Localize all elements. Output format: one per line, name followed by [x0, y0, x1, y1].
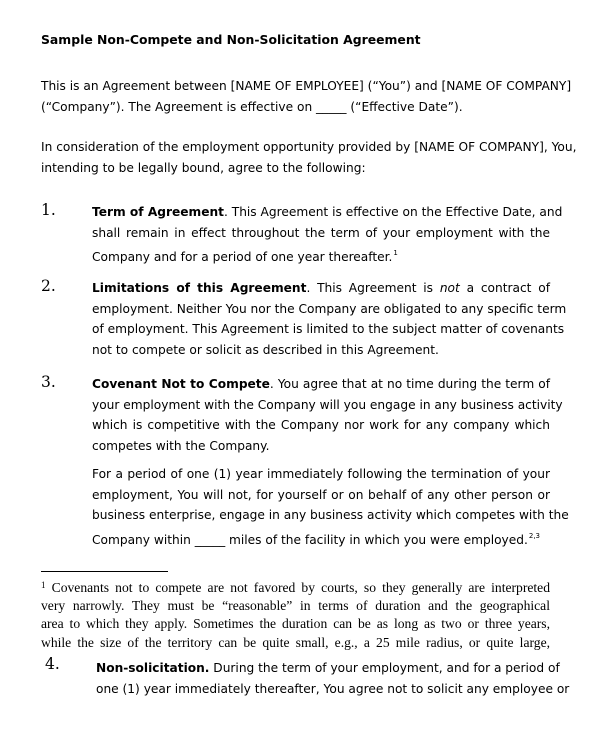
consideration-line-2: intending to be legally bound, agree to the following: — [41, 160, 366, 175]
section-3-line-4: competes with the Company. — [92, 438, 270, 453]
footnote-line-1: $^1$ Covenants not to compete are not favored by courts, so they generally are interpreted — [41, 580, 550, 595]
section-2-line-3: of employment. This Agreement is limited to the subject matter of covenants — [92, 322, 565, 336]
footnote-ref-2-3[interactable]: 2,3 — [528, 531, 541, 540]
section-2-number: 2. — [41, 277, 56, 295]
section-1-body — [92, 202, 563, 268]
section-1-line-3: Company and for a period of one year thereafter.$^1$ — [92, 249, 398, 264]
consideration-paragraph — [41, 137, 577, 178]
section-4-heading: Non-solicitation. — [96, 661, 210, 675]
section-2-line-2: employment. Neither You nor the Company are obligated to any specific term — [92, 301, 567, 316]
section-2-line-1: Limitations of this Agreement. This Agreement is not a contract of — [92, 281, 550, 295]
section-3-p2-line-2: employment, You will not, for yourself or on behalf of any other person or — [92, 487, 550, 502]
section-3-line-3: which is competitive with the Company nor work for any company which — [92, 418, 550, 432]
section-1-line-1: Term of Agreement. This Agreement is effective on the Effective Date, and — [92, 205, 563, 219]
section-4-number: 4. — [45, 655, 60, 673]
section-3-p2-line-4: Company within _____ miles of the facility in which you were employed.$^{2,3}$ — [92, 531, 541, 547]
footnote-mark: 1 — [41, 580, 46, 590]
section-3-line-2: your employment with the Company will you engage in any business activity — [92, 397, 563, 412]
section-4-line-2: one (1) year immediately thereafter, You agree not to solicit any employee or — [96, 681, 570, 696]
section-1-line-2: shall remain in effect throughout the term of your employment with the — [92, 225, 550, 240]
section-1-heading: Term of Agreement — [92, 205, 224, 219]
footnote-line-2: very narrowly. They must be “reasonable” in terms of duration and the geographical — [41, 598, 550, 614]
intro-line-1: This is an Agreement between [NAME OF EMPLOYEE] (“You”) and [NAME OF COMPANY] — [41, 79, 572, 93]
section-3-p2-line-1: For a period of one (1) year immediately following the termination of your — [92, 467, 550, 481]
section-2-emphasis: not — [439, 281, 460, 295]
consideration-line-1: In consideration of the employment opportunity provided by [NAME OF COMPANY], You, — [41, 140, 577, 154]
footnote-line-4: while the size of the territory can be quite small, e.g., a 25 mile radius, or quite large, — [41, 634, 550, 650]
footnote-divider — [41, 571, 168, 572]
section-3-number: 3. — [41, 373, 56, 391]
intro-paragraph — [41, 76, 572, 117]
section-3-line-1: Covenant Not to Compete. You agree that at no time during the term of — [92, 377, 550, 391]
section-2-body — [92, 278, 567, 360]
section-2-heading: Limitations of this Agreement — [92, 281, 307, 295]
section-2-line-4: not to compete or solicit as described in this Agreement. — [92, 342, 439, 357]
section-1-number: 1. — [41, 201, 56, 219]
section-3-p2-line-3: business enterprise, engage in any business activity which competes with the — [92, 508, 569, 522]
section-3-paragraph-2 — [92, 464, 569, 550]
section-4-body — [96, 658, 570, 699]
footnote-ref-1[interactable]: 1 — [393, 249, 398, 257]
section-4-line-1: Non-solicitation. During the term of your employment, and for a period of — [96, 661, 560, 675]
intro-line-2: (“Company”). The Agreement is effective on _____ (“Effective Date”). — [41, 99, 463, 114]
document-title: Sample Non-Compete and Non-Solicitation Agreement — [41, 32, 421, 47]
section-3-body — [92, 374, 563, 456]
footnote-line-3: area to which they apply. Sometimes the duration can be as long as two or three years, — [41, 616, 550, 632]
section-3-heading: Covenant Not to Compete — [92, 377, 270, 391]
footnote-1 — [41, 576, 550, 652]
